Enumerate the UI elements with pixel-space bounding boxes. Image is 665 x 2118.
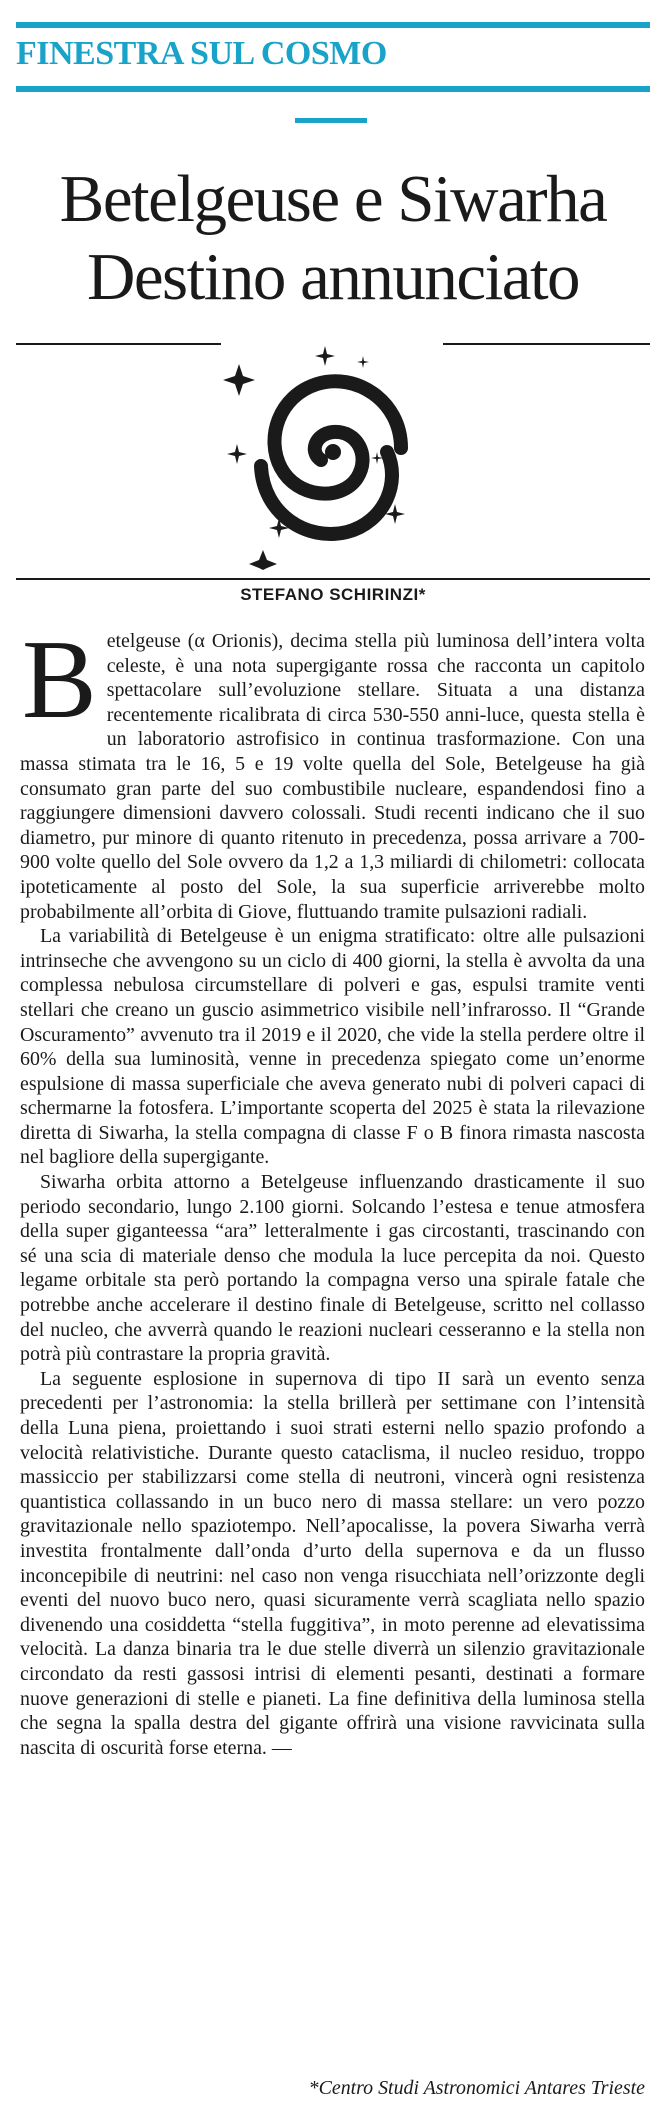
article-paragraph-1 — [20, 618, 645, 924]
headline — [16, 160, 650, 316]
accent-short-bar — [295, 118, 367, 123]
illustration-right-rule — [443, 343, 650, 345]
spiral-galaxy-svg — [221, 342, 443, 570]
article-paragraph-2: La variabilità di Betelgeuse è un enigma stratificato: oltre alle pulsazioni intrinseche che avvengono su un ciclo di 400 giorni, la stella è avvolta da una complessa nebulosa circumstellare di polveri e gas, espulsi tramite venti stellari che creano un guscio asimmetrico visibile nell’infrarosso. Il “Grande Oscuramento” avvenuto tra il 2019 e il 2020, che vide la stella perdere oltre il 60% della sua luminosità, venne in precedenza spiegato come un’enorme espulsione di massa superficiale che aveva generato nubi di polveri capaci di schermarne la fotosfera. L’importante scoperta del 2025 è stata la rilevazione diretta di Siwarha, la stella compagna di classe F o B finora rimasta nascosta nel bagliore della supergigante. — [20, 925, 645, 1169]
author-byline: STEFANO SCHIRINZI* — [240, 585, 426, 604]
section-rubric: FINESTRA SUL COSMO — [16, 35, 387, 72]
paragraph-1-text: etelgeuse (α Orionis), decima stella più luminosa dell’intera volta celeste, è una nota supergigante rossa che racconta un capitolo spettacolare sull’evoluzione stellare. Situata a una distanza recentemente ricalibrata di circa 530-550 anni-luce, questa stella è un laboratorio astrofisico in continua trasformazione. Con una massa stimata tra le 16, 5 e 19 volte quella del Sole, Betelgeuse ha già consumato gran parte del suo combustibile nucleare, espandendosi fino a raggiungere dimensioni davvero colossali. Studi recenti indicano che il suo diametro, pur minore di quanto ritenuto in precedenza, possa arrivare a 700-900 volte quello del Sole ovvero da 1,2 a 1,3 miliardi di chilometri: collocata ipoteticamente al posto del Sole, la sua superficie arriverebbe molto probabilmente all’orbita di Giove, fluttuando tramite pulsazioni radiali. — [20, 630, 645, 923]
author-rule — [16, 578, 650, 580]
article-paragraph-4: La seguente esplosione in supernova di tipo II sarà un evento senza precedenti per l’astronomia: la stella brillerà per settimane con l’intensità della Luna piena, proiettando i suoi strati esterni nello spazio profondo a velocità relativistiche. Durante questo cataclisma, il nucleo residuo, troppo massiccio per stabilizzarsi come stella di neutroni, vincerà ogni resistenza quantistica collassando in un buco nero di massa stellare: un vero pozzo gravitazionale nello spaziotempo. Nell’apocalisse, la povera Siwarha verrà investita frontalmente dall’onda d’urto della supernova e da un flusso inconcepibile di neutrini: nel caso non venga risucchiata nell’orizzonte degli eventi del nuovo buco nero, quasi sicuramente verrà scagliata nello spazio divenendo una cosiddetta “stella fuggitiva”, in moto perenne ad elevatissima velocità. La danza binaria tra le due stelle diverrà un silenzio gravitazionale circondato da resti gassosi intrisi di elementi pesanti, destinati a formare nuove generazioni di stelle e pianeti. La fine definitiva della luminosa stella che segna la spalla destra del gigante offrirà una visione ravvicinata sulla nascita di oscurità forse eterna. — — [20, 1367, 645, 1759]
illustration-left-rule — [16, 343, 221, 345]
headline-line-1: Betelgeuse e Siwarha — [59, 162, 607, 236]
spiral-galaxy-icon — [221, 342, 443, 570]
top-accent-rule — [16, 22, 650, 28]
galaxy-core — [325, 444, 341, 460]
dropcap: B — [22, 618, 97, 742]
headline-line-2: Destino annunciato — [86, 240, 580, 314]
rubric-accent-rule — [16, 86, 650, 92]
article-paragraph-3: Siwarha orbita attorno a Betelgeuse influenzando drasticamente il suo periodo secondario, lungo 2.100 giorni. Solcando l’estesa e tenue atmosfera della super giganteessa “ara” letteralmente i gas circostanti, trascinando con sé una scia di materiale denso che modula la luce percepita da noi. Questo legame orbitale sta però portando la compagna verso una spirale fatale che potrebbe anche accelerare il destino finale di Betelgeuse, scritto nel collasso del nucleo, che avverrà quando le reazioni nucleari cesseranno e la stella non potrà più contrastare la propria gravità. — [20, 1171, 645, 1366]
article-body — [20, 618, 645, 1760]
author-credit-footnote: *Centro Studi Astronomici Antares Trieste — [308, 2077, 645, 2099]
